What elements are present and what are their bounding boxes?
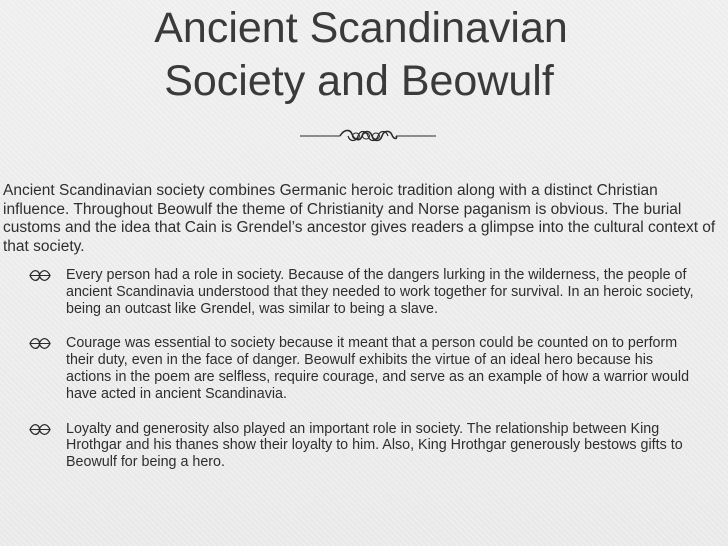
- intro-paragraph: Ancient Scandinavian society combines Germanic heroic tradition along with a distinct Christian influence. Throughout Beowulf the theme of Christianity and Norse paganism is obvious. The burial customs and the idea that Cain is Grendel’s ancestor gives readers a glimpse into the cultural context of that society.: [3, 182, 716, 255]
- slide-title: [0, 2, 728, 108]
- bullet-text: Every person had a role in society. Because of the dangers lurking in the wilderness, the people of ancient Scandinavia understood that they needed to work together for survival. In an heroic society, being an outcast like Grendel, was similar to being a slave.: [66, 267, 694, 317]
- bullet-text: Courage was essential to society because it meant that a person could be counted on to perform their duty, even in the face of danger. Beowulf exhibits the virtue of an ideal hero because his actions in the poem are selfless, require courage, and serve as an example of how a warrior would have acted in ancient Scandinavia.: [66, 335, 690, 402]
- bullet-item: [0, 267, 728, 317]
- double-leaf-bullet-icon: [29, 423, 51, 436]
- bullet-item: [0, 421, 728, 471]
- double-leaf-bullet-icon: [29, 269, 51, 282]
- scroll-flourish-divider-icon: [300, 124, 436, 148]
- bullet-list: [0, 267, 728, 489]
- title-line-1: Ancient Scandinavian: [154, 4, 568, 52]
- double-leaf-bullet-icon: [29, 337, 51, 350]
- bullet-item: [0, 335, 728, 402]
- bullet-text: Loyalty and generosity also played an important role in society. The relationship between King Hrothgar and his thanes show their loyalty to him. Also, King Hrothgar generously bestows gifts to Beowulf for being a hero.: [66, 420, 683, 471]
- title-line-2: Society and Beowulf: [164, 57, 554, 105]
